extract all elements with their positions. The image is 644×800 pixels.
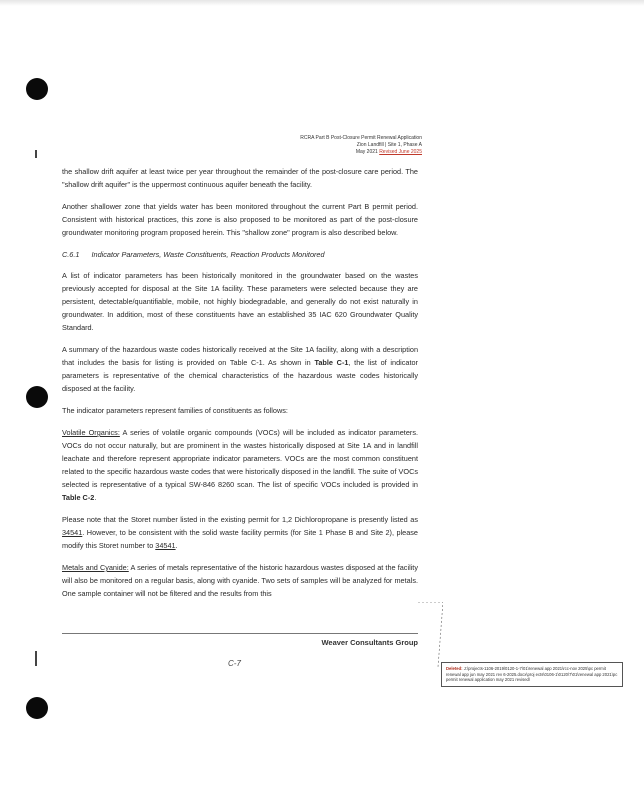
comment-label: Deleted: (446, 666, 463, 671)
paragraph-8 (62, 561, 418, 600)
paragraph-5: The indicator parameters represent families of constituents as follows: (62, 406, 288, 415)
header-date: May 2021 (355, 149, 378, 156)
header-title: RCRA Part B Post-Closure Permit Renewal Application (300, 135, 422, 141)
table-c2-reference: Table C-2 (62, 493, 95, 502)
page-number: C-7 (228, 659, 241, 668)
paragraph-4-text-a: A summary of the hazardous waste codes historically received at the Site 1A facility, along with a description that includes the basis for listing is provided on Table C-1. As shown in (62, 345, 418, 367)
paragraph-1: the shallow drift aquifer at least twice per year throughout the remainder of the post-closure care period. The "shallow drift aquifer" is the uppermost continuous aquifer beneath the facility. (62, 167, 418, 189)
page-top-edge (0, 0, 644, 6)
paragraph-7 (62, 513, 418, 552)
volatile-organics-label: Volatile Organics: (62, 428, 120, 437)
table-c1-reference: Table C-1 (314, 358, 349, 367)
header-revised: Revised June 2025 (379, 149, 422, 156)
paragraph-8-text: A series of metals representative of the historic hazardous wastes disposed at the facility will also be monitored on a regular basis, along with cyanide. Two sets of samples will be analyzed for metals. One sample container will not be filtered and the results from this (62, 563, 418, 598)
comment-connector (418, 602, 443, 667)
paragraph-2: Another shallower zone that yields water has been monitored throughout the current Part B permit period. Consistent with historical practices, this zone is also proposed to be monitored as part of the post-closure groundwater monitoring program proposed herein. This "shallow zone" program is also described below. (62, 202, 418, 237)
footer-rule (62, 633, 418, 634)
binder-hole-middle (26, 386, 48, 408)
comment-text: J:\projects-1106-2019\0120-1-7\01\renewal app 2021\rcc-nov 2025\pc permit renewal app jun may 2021 rev 6-2025.docx\proj ects\0106-1\0120\7\01\renewal app 2021\pc permit renewal application may 2021 revised\ (446, 666, 618, 683)
storet-old-number: 34541 (62, 528, 83, 537)
paragraph-7-text-a: Please note that the Storet number listed in the existing permit for 1,2 Dichloropropane is presently listed as (62, 515, 418, 524)
section-title: Indicator Parameters, Waste Constituents, Reaction Products Monitored (91, 250, 325, 259)
section-number: C.6.1 (62, 250, 80, 259)
deleted-comment-balloon[interactable] (441, 662, 623, 687)
metals-cyanide-label: Metals and Cyanide: (62, 563, 129, 572)
paragraph-6 (62, 426, 418, 504)
binder-hole-top (26, 78, 48, 100)
storet-new-number: 34541 (155, 541, 176, 550)
header-date-line (300, 149, 422, 156)
margin-tick-bottom (35, 651, 37, 666)
paragraph-4 (62, 343, 418, 395)
paragraph-3: A list of indicator parameters has been historically monitored in the groundwater based on the wastes previously accepted for disposal at the Site 1A facility. These parameters were selected because they are persistent, detectable/quantifiable, mobile, not highly biodegradable, and generally do not exist naturally in groundwater. In addition, most of these constituents have an established 35 IAC 620 Groundwater Quality Standard. (62, 271, 418, 332)
document-body (62, 165, 418, 607)
paragraph-7-text-c: . (175, 541, 178, 550)
paragraph-6-text-b: . (94, 493, 97, 502)
header-site: Zion Landfill | Site 1, Phase A (356, 142, 422, 149)
paragraph-7-text-b: . However, to be consistent with the solid waste facility permits (for Site 1 Phase B and Site 2), please modify this Storet number to (62, 528, 418, 550)
document-header (300, 135, 422, 157)
paragraph-4-text-b: , the list of indicator parameters is representative of the chemical characteristics of the hazardous waste codes historically disposed at the facility. (62, 358, 418, 393)
section-heading (62, 248, 418, 261)
footer-company: Weaver Consultants Group (321, 638, 418, 647)
margin-tick-top (35, 150, 37, 158)
paragraph-6-text-a: A series of volatile organic compounds (VOCs) will be included as indicator parameters. VOCs do not occur naturally, but are prominent in the wastes historically disposed at Site 1A and in landfill leachate and therefore represent appropriate indicator parameters. VOCs are the most common constituent related to the specific hazardous waste codes that were historically disposed in the landfill. The suite of VOCs selected is representative of a typical SW-846 8260 scan. The list of specific VOCs included is provided in (62, 428, 418, 489)
binder-hole-bottom (26, 697, 48, 719)
